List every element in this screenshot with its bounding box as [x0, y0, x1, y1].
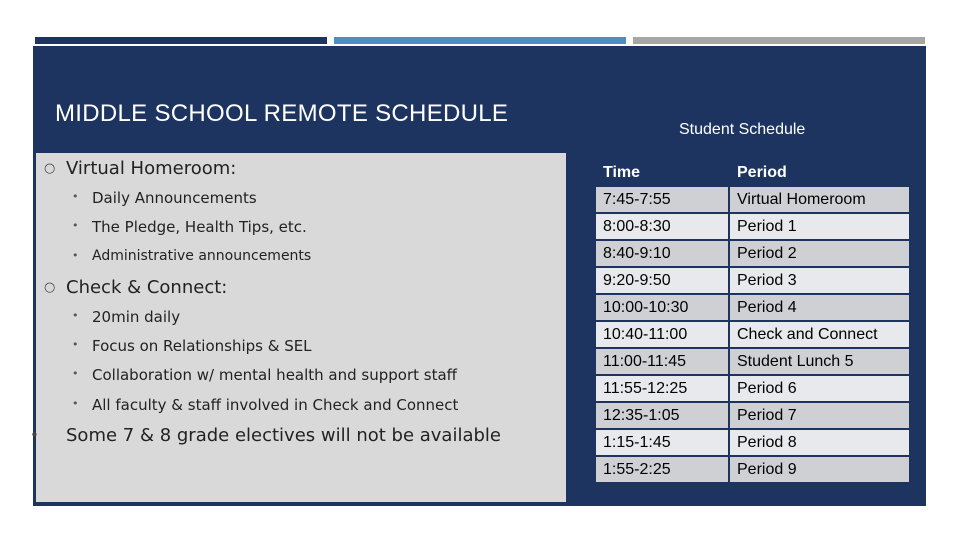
- table-row: [596, 322, 909, 347]
- dot-bullet-icon: •: [72, 219, 79, 232]
- list-item-text: The Pledge, Health Tips, etc.: [92, 218, 307, 236]
- table-row: [596, 430, 909, 455]
- list-item-text: All faculty & staff involved in Check and Connect: [92, 396, 459, 414]
- table-row: [596, 214, 909, 239]
- period-cell: Virtual Homeroom: [730, 187, 909, 212]
- time-cell: 11:55-12:25: [596, 376, 728, 401]
- list-item: [72, 218, 307, 236]
- time-cell: 9:20-9:50: [596, 268, 728, 293]
- time-cell: 10:00-10:30: [596, 295, 728, 320]
- dot-bullet-icon: •: [72, 249, 79, 262]
- time-cell: 8:00-8:30: [596, 214, 728, 239]
- section-electives-note: [30, 425, 501, 446]
- dot-bullet-icon: •: [72, 338, 79, 351]
- table-row: [596, 241, 909, 266]
- period-cell: Period 9: [730, 457, 909, 482]
- table-row: [596, 187, 909, 212]
- time-cell: 11:00-11:45: [596, 349, 728, 374]
- dot-bullet-icon: •: [72, 397, 79, 410]
- dot-bullet-icon: •: [72, 190, 79, 203]
- time-cell: 1:15-1:45: [596, 430, 728, 455]
- list-item: [72, 308, 181, 326]
- list-item: [72, 189, 257, 207]
- list-item-text: Focus on Relationships & SEL: [92, 337, 312, 355]
- period-cell: Period 8: [730, 430, 909, 455]
- accent-bar-gray: [633, 37, 925, 44]
- schedule-table: [594, 158, 911, 484]
- period-cell: Period 6: [730, 376, 909, 401]
- section-label: Some 7 & 8 grade electives will not be available: [66, 425, 501, 446]
- time-cell: 8:40-9:10: [596, 241, 728, 266]
- circle-bullet-icon: ○: [44, 280, 56, 295]
- dot-bullet-icon: •: [72, 309, 79, 322]
- time-cell: 12:35-1:05: [596, 403, 728, 428]
- list-item-text: 20min daily: [92, 308, 181, 326]
- time-cell: 10:40-11:00: [596, 322, 728, 347]
- schedule-subtitle: Student Schedule: [679, 121, 806, 138]
- section-label: Check & Connect:: [66, 277, 228, 298]
- accent-bar-navy: [35, 37, 327, 44]
- period-cell: Period 2: [730, 241, 909, 266]
- dot-bullet-icon: •: [30, 426, 39, 444]
- circle-bullet-icon: ○: [44, 161, 56, 176]
- section-virtual-homeroom: [44, 158, 237, 179]
- schedule-body: [596, 187, 909, 482]
- table-header-row: [596, 160, 909, 185]
- table-row: [596, 349, 909, 374]
- period-cell: Period 3: [730, 268, 909, 293]
- section-label: Virtual Homeroom:: [66, 158, 237, 179]
- time-cell: 1:55-2:25: [596, 457, 728, 482]
- header-time: Time: [596, 160, 728, 185]
- list-item: [72, 248, 312, 264]
- period-cell: Student Lunch 5: [730, 349, 909, 374]
- period-cell: Period 7: [730, 403, 909, 428]
- table-row: [596, 376, 909, 401]
- list-item: [72, 396, 459, 414]
- period-cell: Period 1: [730, 214, 909, 239]
- list-item-text: Daily Announcements: [92, 189, 257, 207]
- period-cell: Period 4: [730, 295, 909, 320]
- table-row: [596, 295, 909, 320]
- list-item-text: Administrative announcements: [92, 248, 312, 264]
- list-item-text: Collaboration w/ mental health and support staff: [92, 366, 458, 384]
- list-item: [72, 337, 312, 355]
- accent-bar-blue: [334, 37, 626, 44]
- section-check-connect: [44, 277, 228, 298]
- slide-title: MIDDLE SCHOOL REMOTE SCHEDULE: [55, 100, 509, 127]
- time-cell: 7:45-7:55: [596, 187, 728, 212]
- table-row: [596, 403, 909, 428]
- period-cell: Check and Connect: [730, 322, 909, 347]
- header-period: Period: [730, 160, 909, 185]
- list-item: [72, 366, 458, 384]
- table-row: [596, 268, 909, 293]
- dot-bullet-icon: •: [72, 367, 79, 380]
- table-row: [596, 457, 909, 482]
